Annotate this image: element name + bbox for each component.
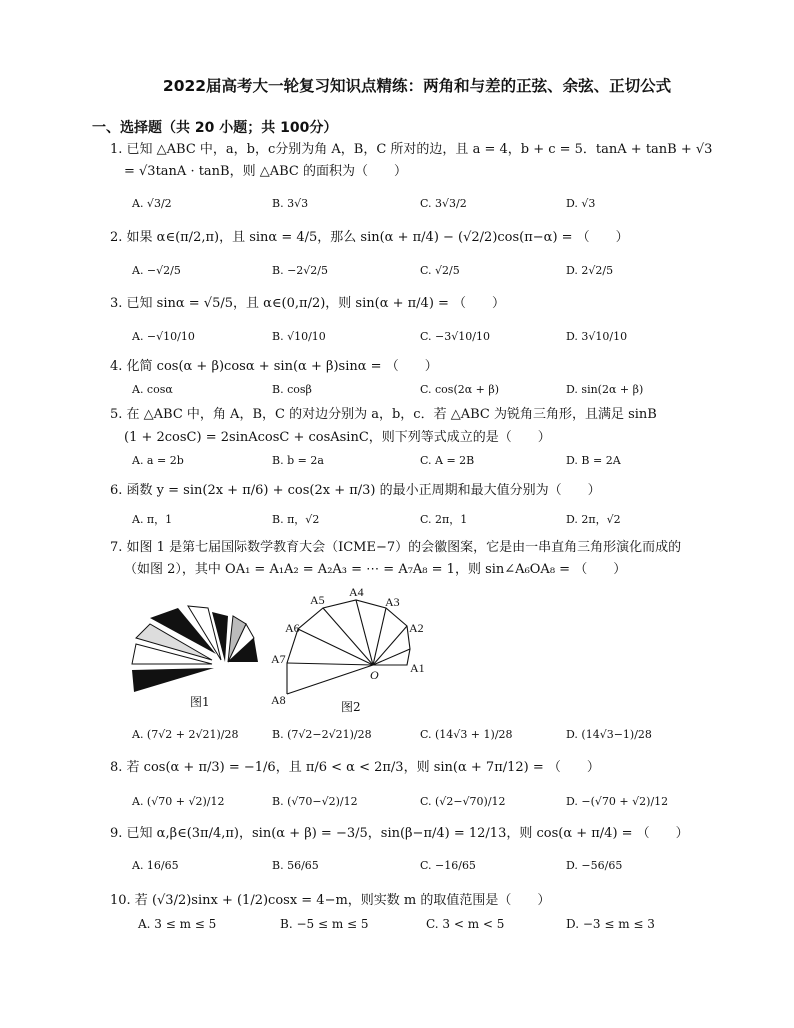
figure-2-caption: 图2: [341, 700, 361, 714]
question-1-line2: = √3tanA · tanB，则 △ABC 的面积为（ ）: [124, 164, 408, 179]
segment-oa6: [298, 629, 373, 665]
q7-option-b[interactable]: B. (7√2−2√21)/28: [272, 728, 372, 741]
question-5-line2: (1 + 2cosC) = 2sinAcosC + cosAsinC，则下列等式成立的是（ ）: [124, 430, 551, 445]
q2-option-a[interactable]: A. −√2/5: [132, 264, 181, 277]
q7-option-a[interactable]: A. (7√2 + 2√21)/28: [132, 728, 239, 741]
segment-oa3: [373, 608, 386, 665]
q1-option-b[interactable]: B. 3√3: [272, 197, 309, 210]
q8-option-b[interactable]: B. (√70−√2)/12: [272, 795, 358, 808]
q1-option-a[interactable]: A. √3/2: [132, 197, 172, 210]
segment-oa2: [373, 626, 407, 665]
question-1-line1: 1. 已知 △ABC 中，a，b，c分别为角 A，B，C 所对的边，且 a = 4，b + c = 5．tanA + tanB + √3: [110, 142, 713, 157]
page-title: 2022届高考大一轮复习知识点精练：两角和与差的正弦、余弦、正切公式: [162, 77, 672, 95]
q5-option-a[interactable]: A. a = 2b: [132, 454, 184, 467]
q4-option-d[interactable]: D. sin(2α + β): [566, 383, 644, 396]
q3-option-a[interactable]: A. −√10/10: [132, 330, 195, 343]
segment-oa1: [373, 649, 410, 665]
outer-polyline: [287, 600, 410, 694]
q6-option-c[interactable]: C. 2π，1: [420, 513, 468, 526]
q4-option-a[interactable]: A. cosα: [132, 383, 173, 396]
q10-option-c[interactable]: C. 3 < m < 5: [426, 917, 505, 931]
question-7-line1: 7. 如图 1 是第七届国际数学教育大会（ICME−7）的会徽图案，它是由一串直角三角形演化而成的: [110, 540, 682, 555]
figure-2-diagram: [268, 584, 438, 714]
segment-oa8: [287, 665, 373, 694]
q8-option-d[interactable]: D. −(√70 + √2)/12: [566, 795, 669, 808]
figure-1-emblem: [128, 598, 268, 693]
q10-option-d[interactable]: D. −3 ≤ m ≤ 3: [566, 917, 655, 931]
label-a2: A2: [409, 621, 424, 635]
q1-option-c[interactable]: C. 3√3/2: [420, 197, 467, 210]
question-2: 2. 如果 α∈(π/2,π)，且 sinα = 4/5，那么 sin(α + π/4) − (√2/2)cos(π−α) = （ ）: [110, 230, 629, 245]
q9-option-a[interactable]: A. 16/65: [132, 859, 179, 872]
question-5-line1: 5. 在 △ABC 中，角 A，B，C 的对边分别为 a，b，c．若 △ABC 为锐角三角形，且满足 sinB: [110, 407, 657, 422]
label-a6: A6: [285, 621, 300, 635]
q3-option-c[interactable]: C. −3√10/10: [420, 330, 490, 343]
q2-option-d[interactable]: D. 2√2/5: [566, 264, 614, 277]
emblem-triangle: [132, 668, 214, 692]
q6-option-b[interactable]: B. π，√2: [272, 513, 320, 526]
question-7-line2: （如图 2），其中 OA₁ = A₁A₂ = A₂A₃ = ⋯ = A₇A₈ = 1，则 sin∠A₆OA₈ = （ ）: [124, 562, 627, 577]
q6-option-a[interactable]: A. π，1: [132, 513, 173, 526]
q9-option-c[interactable]: C. −16/65: [420, 859, 476, 872]
q10-option-b[interactable]: B. −5 ≤ m ≤ 5: [280, 917, 369, 931]
figure-1-caption: 图1: [190, 695, 210, 709]
question-8: 8. 若 cos(α + π/3) = −1/6，且 π/6 < α < 2π/3，则 sin(α + 7π/12) = （ ）: [110, 760, 600, 775]
question-6: 6. 函数 y = sin(2x + π/6) + cos(2x + π/3) 的最小正周期和最大值分别为（ ）: [110, 483, 601, 498]
label-a3: A3: [385, 595, 400, 609]
q6-option-d[interactable]: D. 2π，√2: [566, 513, 621, 526]
q7-option-c[interactable]: C. (14√3 + 1)/28: [420, 728, 513, 741]
q3-option-d[interactable]: D. 3√10/10: [566, 330, 628, 343]
q4-option-c[interactable]: C. cos(2α + β): [420, 383, 500, 396]
label-a1: A1: [410, 661, 425, 675]
question-9: 9. 已知 α,β∈(3π/4,π)，sin(α + β) = −3/5，sin(β−π/4) = 12/13，则 cos(α + π/4) = （ ）: [110, 826, 689, 841]
q4-option-b[interactable]: B. cosβ: [272, 383, 312, 396]
q2-option-c[interactable]: C. √2/5: [420, 264, 460, 277]
q10-option-a[interactable]: A. 3 ≤ m ≤ 5: [138, 917, 217, 931]
label-a8: A8: [271, 693, 286, 707]
q5-option-b[interactable]: B. b = 2a: [272, 454, 324, 467]
label-a4: A4: [349, 585, 364, 599]
segment-oa7: [287, 663, 373, 665]
section-heading: 一、选择题（共 20 小题；共 100分）: [92, 120, 338, 136]
q1-option-d[interactable]: D. √3: [566, 197, 596, 210]
q9-option-d[interactable]: D. −56/65: [566, 859, 623, 872]
question-3: 3. 已知 sinα = √5/5，且 α∈(0,π/2)，则 sin(α + π/4) = （ ）: [110, 296, 506, 311]
q5-option-c[interactable]: C. A = 2B: [420, 454, 475, 467]
q8-option-a[interactable]: A. (√70 + √2)/12: [132, 795, 225, 808]
label-a5: A5: [310, 593, 325, 607]
question-10: 10. 若 (√3/2)sinx + (1/2)cosx = 4−m，则实数 m 的取值范围是（ ）: [110, 893, 551, 908]
label-a7: A7: [271, 652, 286, 666]
q5-option-d[interactable]: D. B = 2A: [566, 454, 621, 467]
q9-option-b[interactable]: B. 56/65: [272, 859, 319, 872]
question-4: 4. 化简 cos(α + β)cosα + sin(α + β)sinα = （ ）: [110, 359, 438, 374]
q3-option-b[interactable]: B. √10/10: [272, 330, 326, 343]
q8-option-c[interactable]: C. (√2−√70)/12: [420, 795, 506, 808]
q7-option-d[interactable]: D. (14√3−1)/28: [566, 728, 652, 741]
q2-option-b[interactable]: B. −2√2/5: [272, 264, 329, 277]
label-o: O: [370, 668, 379, 682]
